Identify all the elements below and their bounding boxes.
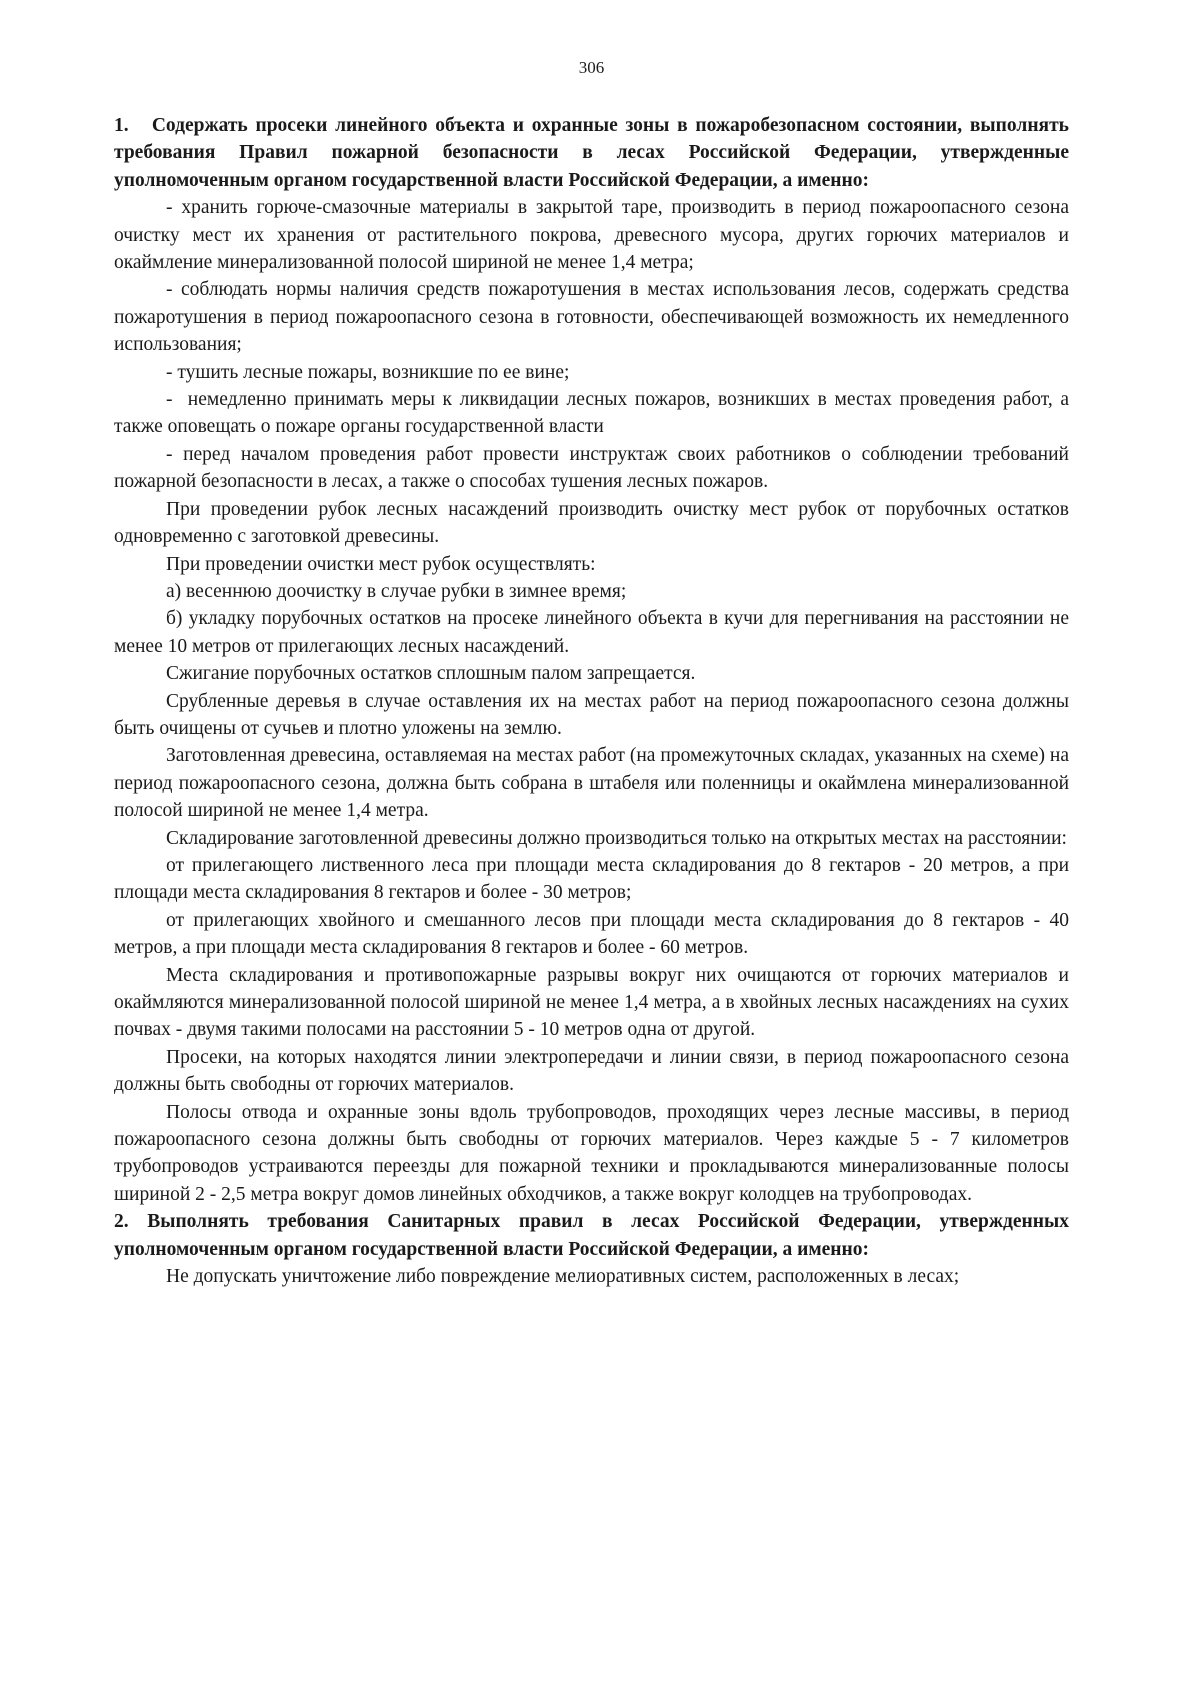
document-body <box>114 112 1069 1290</box>
paragraph: Полосы отвода и охранные зоны вдоль трубопроводов, проходящих через лесные массивы, в период пожароопасного сезона должны быть свободны от горючих материалов. Через каждые 5 - 7 километров трубопроводов устраиваются переезды для пожарной техники и прокладываются минерализованные полосы шириной 2 - 2,5 метра вокруг домов линейных обходчиков, а также вокруг колодцев на трубопроводах. <box>114 1101 1069 1205</box>
paragraph: Не допускать уничтожение либо повреждение мелиоративных систем, расположенных в лесах; <box>166 1266 960 1288</box>
section-2-heading: 2. Выполнять требования Санитарных правил в лесах Российской Федерации, утвержденных уполномоченным органом государственной власти Российской Федерации, а именно: <box>114 1211 1069 1260</box>
paragraph: Просеки, на которых находятся линии электропередачи и линии связи, в период пожароопасного сезона должны быть свободны от горючих материалов. <box>114 1046 1069 1096</box>
paragraph: При проведении очистки мест рубок осуществлять: <box>166 553 596 575</box>
document-page <box>114 0 1069 1696</box>
page-number: 306 <box>578 58 605 77</box>
section-1-heading: 1. Содержать просеки линейного объекта и охранные зоны в пожаробезопасном состоянии, выполнять требования Правил пожарной безопасности в лесах Российской Федерации, утвержденные уполномоченным органом государственной власти Российской Федерации, а именно: <box>114 115 1069 191</box>
paragraph: Места складирования и противопожарные разрывы вокруг них очищаются от горючих материалов и окаймляются минерализованной полосой шириной не менее 1,4 метра, а в хвойных лесных насаждениях на сухих почвах - двумя такими полосами на расстоянии 5 - 10 метров одна от другой. <box>114 964 1069 1041</box>
paragraph: а) весеннюю доочистку в случае рубки в зимнее время; <box>166 580 627 602</box>
paragraph: - немедленно принимать меры к ликвидации лесных пожаров, возникших в местах проведения работ, а также оповещать о пожаре органы государственной власти <box>114 389 1069 438</box>
paragraph: - тушить лесные пожары, возникшие по ее вине; <box>166 361 570 383</box>
paragraph: - хранить горюче-смазочные материалы в закрытой таре, производить в период пожароопасного сезона очистку мест их хранения от растительного покрова, древесного мусора, других горючих материалов и окаймление минерализованной полосой шириной не менее 1,4 метра; <box>114 197 1069 274</box>
paragraph: от прилегающих хвойного и смешанного лесов при площади места складирования до 8 гектаров - 40 метров, а при площади места складирования 8 гектаров и более - 60 метров. <box>114 909 1069 959</box>
paragraph: При проведении рубок лесных насаждений производить очистку мест рубок от порубочных остатков одновременно с заготовкой древесины. <box>114 498 1069 548</box>
paragraph: б) укладку порубочных остатков на просеке линейного объекта в кучи для перегнивания на расстоянии не менее 10 метров от прилегающих лесных насаждений. <box>114 608 1069 657</box>
paragraph: - перед началом проведения работ провести инструктаж своих работников о соблюдении требований пожарной безопасности в лесах, а также о способах тушения лесных пожаров. <box>114 443 1069 493</box>
paragraph: Срубленные деревья в случае оставления их на местах работ на период пожароопасного сезона должны быть очищены от сучьев и плотно уложены на землю. <box>114 690 1069 739</box>
paragraph: - соблюдать нормы наличия средств пожаротушения в местах использования лесов, содержать средства пожаротушения в период пожароопасного сезона в готовности, обеспечивающей возможность их немедленного использования; <box>114 279 1069 356</box>
paragraph: Сжигание порубочных остатков сплошным палом запрещается. <box>166 663 696 685</box>
paragraph: Заготовленная древесина, оставляемая на местах работ (на промежуточных складах, указанных на схеме) на период пожароопасного сезона, должна быть собрана в штабеля или поленницы и окаймлена минерализованной полосой шириной не менее 1,4 метра. <box>114 745 1069 822</box>
paragraph: от прилегающего лиственного леса при площади места складирования до 8 гектаров - 20 метров, а при площади места складирования 8 гектаров и более - 30 метров; <box>114 854 1069 904</box>
paragraph: Складирование заготовленной древесины должно производиться только на открытых местах на расстоянии: <box>166 827 1067 849</box>
